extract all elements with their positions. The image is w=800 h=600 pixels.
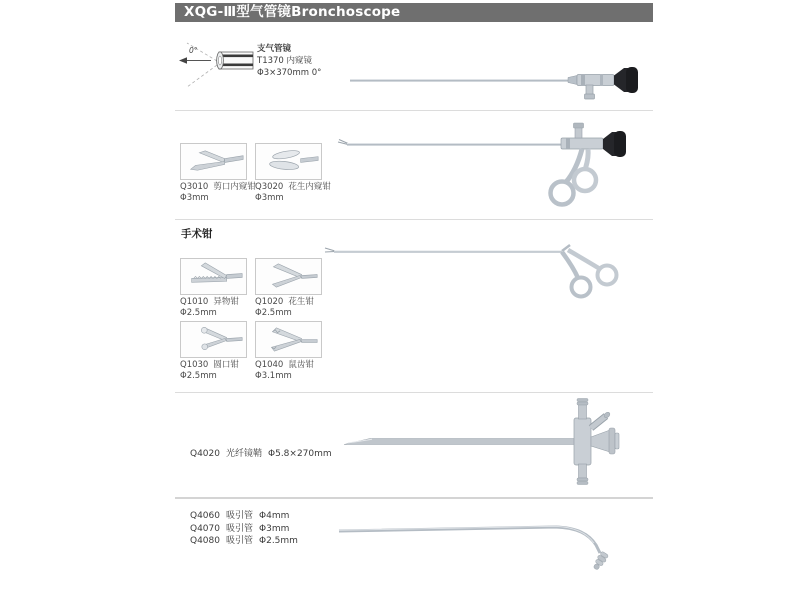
eyepiece-cup [626,67,638,93]
product-label-q1030 [180,360,260,381]
product-name: 剪口内窥钳 [213,182,256,192]
product-name: 花生内窥钳 [288,182,331,192]
product-code: Q4080 [190,536,220,546]
product-name: 吸引管 [226,523,254,534]
telescope-description [257,43,321,79]
angle-label: 0° [189,46,198,55]
product-label-q4080 [190,535,298,548]
product-code: Q1040 [255,360,284,370]
section-divider-4 [175,497,653,499]
optical-forceps-photo [335,114,650,216]
suction-label-block [190,510,298,548]
sheath-photo [340,398,652,490]
product-spec: Φ4mm [259,511,290,521]
product-label-q1020 [255,297,335,318]
page-title: XQG-Ⅲ型气管镜Bronchoscope [184,4,401,20]
product-code: Q4060 [190,511,220,521]
product-spec: Φ5.8×270mm [268,449,332,459]
angled-side-port [591,411,611,428]
product-code: Q1020 [255,297,284,307]
product-spec: Φ2.5mm [180,370,217,381]
product-name: 光纤镜鞘 [226,449,263,459]
product-code: Q1010 [180,297,209,307]
bottom-luer-port [577,464,588,485]
product-code: Q4020 [190,449,220,459]
dashed-line-down [187,65,217,87]
product-spec: Φ3.1mm [255,370,292,381]
product-name: 吸引管 [226,511,254,521]
surgical-section-title: 手术钳 [181,228,213,240]
tube-cross-section-icon [217,52,253,69]
product-code: Q1030 [180,360,209,370]
telescope-model: T1370 内窥镜 [257,56,313,66]
scissor-handle [551,149,597,205]
product-name: 圆口钳 [213,360,239,370]
light-post [575,127,582,138]
view-angle-diagram [177,40,255,92]
surgical-forceps-photo [320,238,650,310]
product-label-q4060 [190,510,298,523]
section-divider-3 [175,392,653,393]
product-spec: Φ3mm [255,192,284,203]
thumbnail-q1040 [255,321,322,358]
product-name: 吸引管 [226,536,254,546]
scissor-jaw-icon [181,144,246,179]
product-code: Q4070 [190,523,220,534]
suction-tube-photo [335,514,615,576]
product-label-q3020 [255,182,335,203]
thumbnail-q1010 [180,258,247,295]
product-label-q3010 [180,182,260,203]
product-label-q4020 [190,446,332,459]
product-label-q1010 [180,297,260,318]
product-name: 花生钳 [288,297,314,307]
top-luer-port [577,399,588,420]
eyepiece-cup [614,131,626,157]
product-spec: Φ2.5mm [259,536,298,546]
product-spec: Φ2.5mm [255,307,292,318]
thumbnail-q1020 [255,258,322,295]
direction-arrow-head [179,57,187,63]
telescope-spec: Φ3×370mm 0° [257,68,322,78]
product-spec: Φ3mm [180,192,209,203]
product-name: 鼠齿钳 [288,360,314,370]
thumbnail-q3010 [180,143,247,180]
product-name: 异物钳 [213,297,239,307]
telescope-title: 支气管镜 [257,44,292,54]
sheath-body [574,418,591,465]
open-jaw-icon [256,259,321,294]
product-spec: Φ2.5mm [180,307,217,318]
light-post [586,85,593,95]
section-divider-2 [175,219,653,220]
round-cup-jaw-icon [181,322,246,357]
ribbed-connector [592,551,610,571]
eyepiece-cone [614,68,628,92]
product-code: Q3010 [180,182,209,192]
product-spec: Φ3mm [259,523,290,534]
telescope-photo [348,58,645,106]
thumbnail-q3020 [255,143,322,180]
peanut-jaw-icon [256,144,321,179]
section-divider-1 [175,110,653,111]
thumbnail-q1030 [180,321,247,358]
serrated-jaw-icon [181,259,246,294]
product-label-q4070 [190,523,298,536]
product-code: Q3020 [255,182,284,192]
rat-tooth-jaw-icon [256,322,321,357]
scissor-handle [562,250,617,297]
page-title-bar [175,3,653,22]
funnel-end [591,428,619,454]
product-label-q1040 [255,360,335,381]
